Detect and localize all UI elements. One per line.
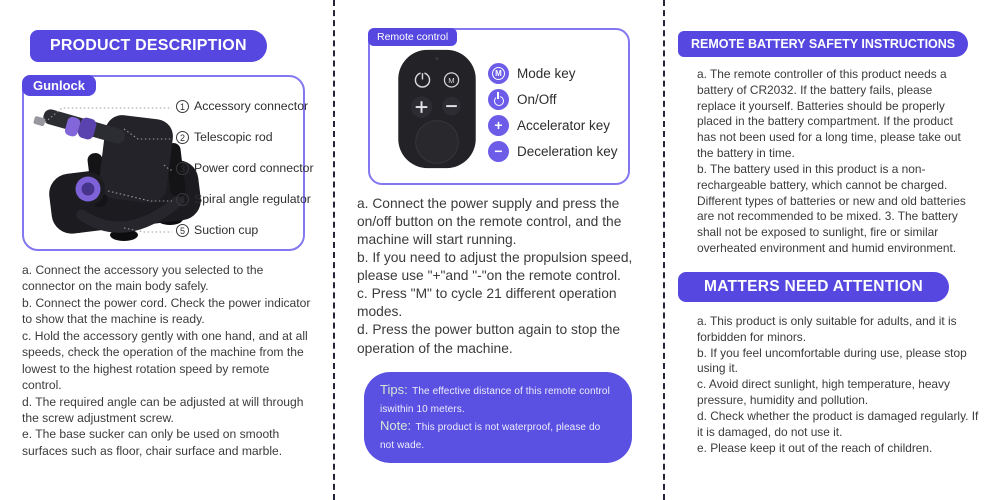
circled-number: 2	[176, 131, 189, 144]
attention-step-e: e. Please keep it out of the reach of children.	[697, 440, 933, 455]
part-label-telescopic-rod	[176, 130, 273, 144]
mode-icon: M	[488, 63, 509, 84]
battery-step-b: b. The battery used in this product is a non-rechargeable battery, which cannot be charged. Different types of batteries or new and old batteries are not recommended to be mixed. 3. The battery shall not be exposed to sunlight, fire or similar overheated environment and humid environment.	[697, 161, 966, 256]
operation-step-c: c. Press "M" to cycle 21 different operation modes.	[357, 286, 617, 320]
legend-deceleration: − Deceleration key	[488, 141, 618, 162]
part-label-accessory-connector	[176, 99, 308, 113]
operation-steps	[357, 195, 635, 358]
remote-plus-button	[411, 96, 432, 117]
operation-step-a: a. Connect the power supply and press the on/off button on the remote control, and the machine will start running.	[357, 196, 622, 248]
part-label-text: Spiral angle regulator	[194, 192, 311, 206]
part-label-list	[176, 77, 314, 249]
battery-safety-text	[697, 67, 973, 257]
tips-note-box	[364, 372, 632, 463]
remote-control-illustration	[396, 48, 478, 170]
svg-text:M: M	[448, 76, 455, 86]
remote-control-tab: Remote control	[368, 28, 457, 46]
circled-number: 5	[176, 224, 189, 237]
setup-steps	[22, 262, 312, 459]
operation-step-d: d. Press the power button again to stop the operation of the machine.	[357, 322, 621, 356]
matters-need-attention-header: MATTERS NEED ATTENTION	[678, 272, 949, 302]
gunlock-tab: Gunlock	[22, 75, 96, 96]
circled-number: 3	[176, 162, 189, 175]
setup-step-b: b. Connect the power cord. Check the power indicator to show that the machine is ready.	[22, 295, 311, 327]
part-label-power-cord-connector	[176, 161, 314, 175]
circled-number: 4	[176, 193, 189, 206]
part-label-text: Accessory connector	[194, 99, 309, 113]
setup-step-a: a. Connect the accessory you selected to the connector on the main body safely.	[22, 263, 264, 294]
power-icon	[488, 89, 509, 110]
remote-button-legend	[488, 63, 618, 167]
part-label-spiral-angle-regulator	[176, 192, 311, 206]
setup-step-e: e. The base sucker can only be used on smooth surfaces such as floor, chair surface and marble.	[22, 427, 283, 458]
part-label-text: Suction cup	[194, 223, 259, 237]
attention-step-d: d. Check whether the product is damaged regularly. If it is damaged, do not use it.	[697, 408, 979, 439]
product-description-header: PRODUCT DESCRIPTION	[30, 30, 267, 62]
legend-on-off: On/Off	[488, 89, 618, 110]
attention-step-b: b. If you feel uncomfortable during use, please stop using it.	[697, 345, 967, 376]
operation-step-b: b. If you need to adjust the propulsion speed, please use "+"and "-"on the remote control.	[357, 250, 633, 284]
battery-step-a: a. The remote controller of this product needs a battery of CR2032. If the battery fails, please replace it yourself. Batteries should be properly placed in the battery compartment. If the product has not been used for a long time, please take out the battery in time.	[697, 67, 961, 161]
attention-step-c: c. Avoid direct sunlight, high temperature, heavy pressure, humidity and pollution.	[697, 377, 950, 408]
attention-step-a: a. This product is only suitable for adults, and it is forbidden for minors.	[697, 313, 957, 344]
remote-diagram-box	[368, 28, 630, 185]
remote-big-button	[416, 121, 459, 164]
attention-text	[697, 314, 979, 456]
tips-text: The effective distance of this remote control iswithin 10 meters.	[380, 385, 610, 415]
plus-icon: +	[488, 115, 509, 136]
part-label-text: Power cord connector	[194, 161, 314, 175]
remote-control-column	[333, 0, 665, 500]
legend-accelerator: + Accelerator key	[488, 115, 618, 136]
battery-safety-header: REMOTE BATTERY SAFETY INSTRUCTIONS	[678, 31, 968, 57]
setup-step-d: d. The required angle can be adjusted at will through the screw adjustment screw.	[22, 394, 304, 425]
minus-icon: −	[488, 141, 509, 162]
tips-label: Tips:	[380, 381, 408, 397]
part-label-text: Telescopic rod	[194, 130, 273, 144]
legend-mode: M Mode key	[488, 63, 618, 84]
safety-column	[665, 0, 1000, 500]
gunlock-diagram-box	[22, 75, 314, 251]
circled-number: 1	[176, 100, 189, 113]
note-text: This product is not waterproof, please do not wade.	[380, 421, 601, 451]
setup-step-c: c. Hold the accessory gently with one hand, and at all speeds, check the operation of the machine from the lowest to the highest rotation speed by remote control.	[22, 328, 308, 393]
remote-minus-button	[442, 97, 460, 115]
part-label-suction-cup	[176, 223, 258, 237]
product-description-column	[0, 0, 333, 500]
note-label: Note:	[380, 417, 412, 433]
